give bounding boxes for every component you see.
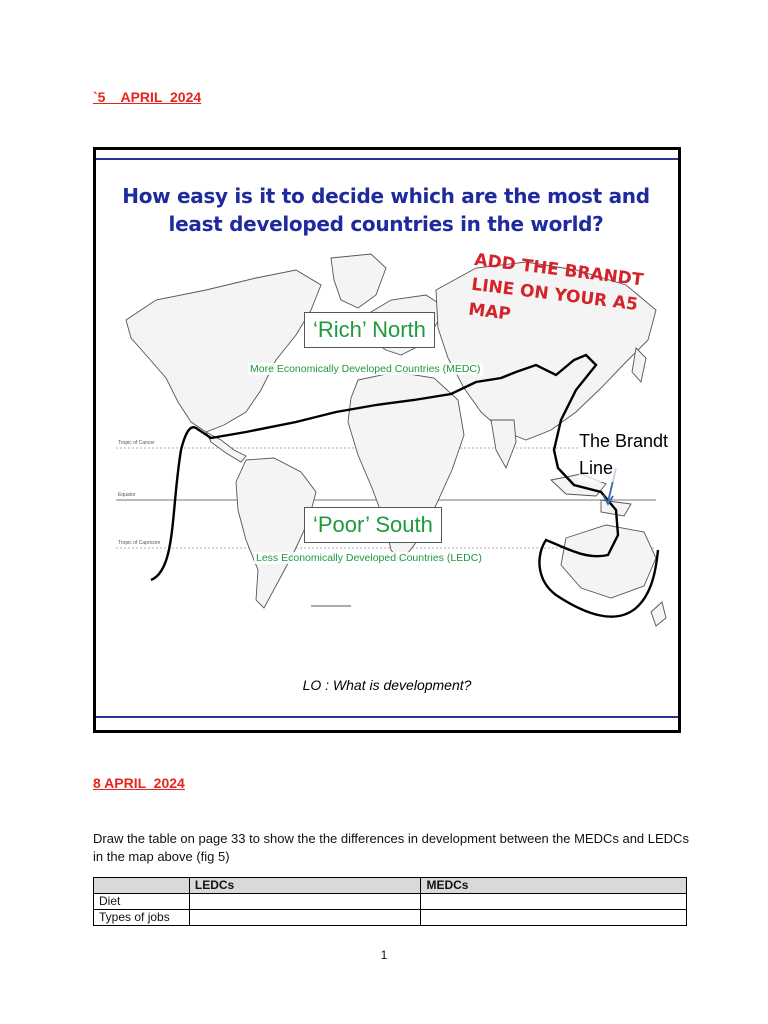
page-number: 1 [380, 948, 388, 962]
date-heading-8-april: 8 APRIL 2024 [93, 775, 185, 791]
table-cell [189, 894, 421, 910]
fig-5-world-map-figure [93, 147, 681, 733]
date-heading-5-april: `5 APRIL 2024 [93, 89, 202, 105]
medc-label: More Economically Developed Countries (MEDC) [250, 363, 481, 375]
table-cell [189, 910, 421, 926]
tropic-of-cancer-label: Tropic of Cancer [118, 440, 155, 446]
add-brandt-instruction: ADD THE BRANDT LINE ON YOUR A5 MAP [467, 249, 645, 325]
table-header-medcs: MEDCs [421, 878, 687, 894]
brandt-line-label: The Brandt Line [579, 428, 671, 482]
table-header-ledcs: LEDCs [189, 878, 421, 894]
figure-question-title: How easy is it to decide which are the most and least developed countries in the world? [122, 184, 650, 236]
table-row-label: Diet [94, 894, 190, 910]
learning-objective: LO : What is development? [302, 677, 472, 693]
table-row-label: Types of jobs [94, 910, 190, 926]
table-header-cell [94, 878, 190, 894]
tropic-of-capricorn-label: Tropic of Capricorn [118, 540, 161, 546]
table-instructions: Draw the table on page 33 to show the the differences in development between the MEDCs and LEDCs in the map above (fig 5) [93, 831, 689, 864]
table-header-row [94, 878, 687, 894]
table-row [94, 894, 687, 910]
ledc-label: Less Economically Developed Countries (LEDC) [256, 552, 482, 564]
table-row [94, 910, 687, 926]
rich-north-label: ‘Rich’ North [304, 312, 435, 348]
equator-label: Equator [118, 492, 136, 498]
table-cell [421, 910, 687, 926]
development-table [93, 877, 687, 926]
table-cell [421, 894, 687, 910]
poor-south-label: ‘Poor’ South [304, 507, 442, 543]
